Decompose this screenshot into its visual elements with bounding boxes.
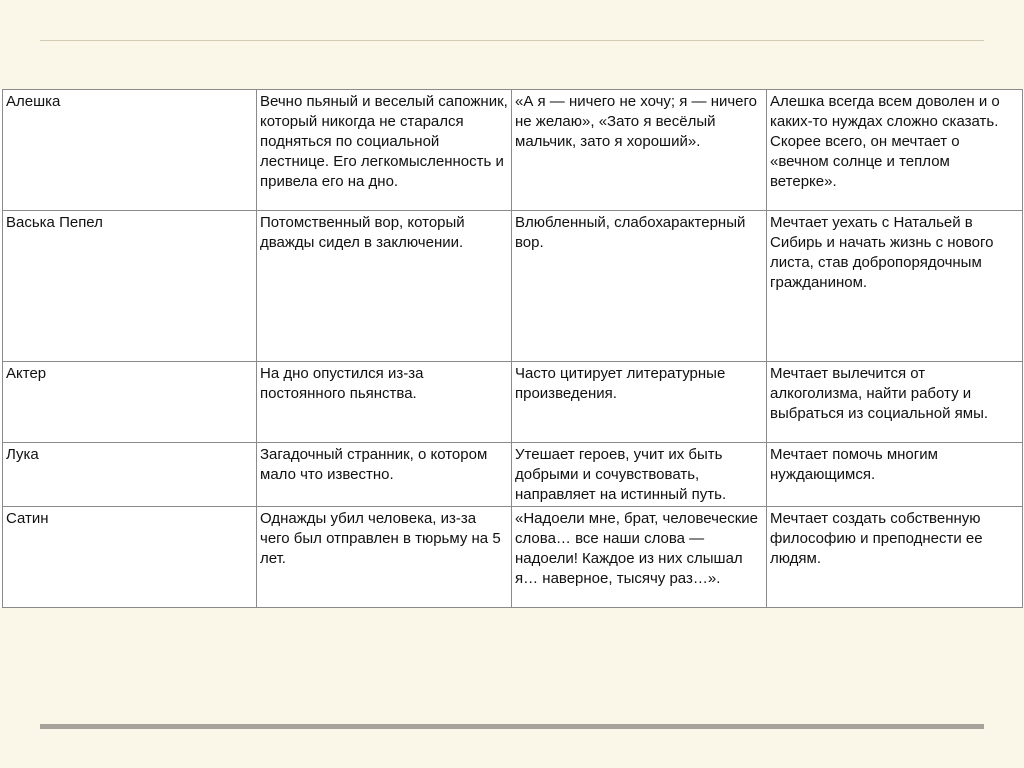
table-row xyxy=(3,362,1023,443)
character-quote-cell: Часто цитирует литературные произведения. xyxy=(512,362,767,443)
character-dream-cell: Мечтает помочь многим нуждающимся. xyxy=(767,443,1023,507)
character-dream-cell: Алешка всегда всем доволен и о каких-то нуждах сложно сказать. Скорее всего, он мечтает о «вечном солнце и теплом ветерке». xyxy=(767,90,1023,211)
character-background-cell: Загадочный странник, о котором мало что известно. xyxy=(257,443,512,507)
character-name-cell: Лука xyxy=(3,443,257,507)
character-name-cell: Сатин xyxy=(3,507,257,608)
table-row xyxy=(3,507,1023,608)
bottom-divider xyxy=(40,724,984,729)
character-dream-cell: Мечтает вылечится от алкоголизма, найти работу и выбраться из социальной ямы. xyxy=(767,362,1023,443)
character-background-cell: Вечно пьяный и веселый сапожник, который никогда не старался подняться по социальной лестнице. Его легкомысленность и привела его на дно. xyxy=(257,90,512,211)
character-quote-cell: «А я — ничего не хочу; я — ничего не желаю», «Зато я весёлый мальчик, зато я хороший». xyxy=(512,90,767,211)
table-row xyxy=(3,443,1023,507)
character-name-cell: Алешка xyxy=(3,90,257,211)
character-quote-cell: «Надоели мне, брат, человеческие слова… все наши слова — надоели! Каждое из них слышал я… наверное, тысячу раз…». xyxy=(512,507,767,608)
table-row xyxy=(3,211,1023,362)
character-name-cell: Васька Пепел xyxy=(3,211,257,362)
character-background-cell: Однажды убил человека, из-за чего был отправлен в тюрьму на 5 лет. xyxy=(257,507,512,608)
character-dream-cell: Мечтает уехать с Натальей в Сибирь и начать жизнь с нового листа, став добропорядочным гражданином. xyxy=(767,211,1023,362)
table-row xyxy=(3,90,1023,211)
character-background-cell: Потомственный вор, который дважды сидел в заключении. xyxy=(257,211,512,362)
character-name-cell: Актер xyxy=(3,362,257,443)
character-background-cell: На дно опустился из-за постоянного пьянства. xyxy=(257,362,512,443)
table-sheet xyxy=(0,89,1024,607)
character-dream-cell: Мечтает создать собственную философию и преподнести ее людям. xyxy=(767,507,1023,608)
character-quote-cell: Утешает героев, учит их быть добрыми и сочувствовать, направляет на истинный путь. xyxy=(512,443,767,507)
character-quote-cell: Влюбленный, слабохарактерный вор. xyxy=(512,211,767,362)
top-divider xyxy=(40,40,984,41)
characters-table xyxy=(2,89,1023,608)
